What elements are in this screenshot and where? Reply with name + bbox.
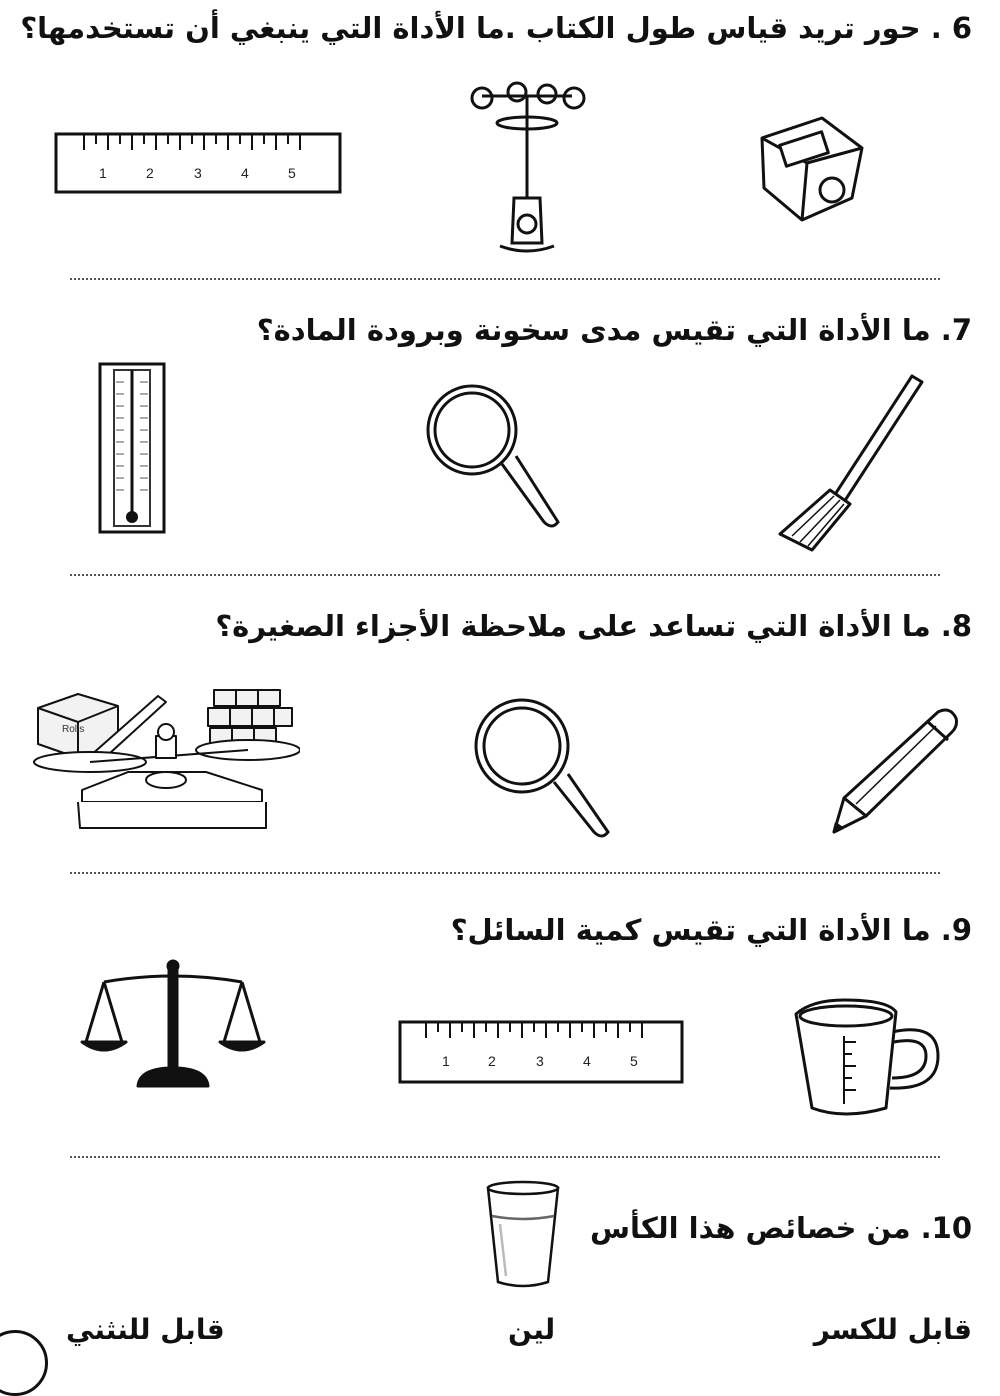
magnifying-glass-icon[interactable] — [470, 694, 615, 842]
ruler-tick-label: 5 — [288, 165, 296, 181]
separator — [70, 872, 940, 874]
option-breakable[interactable]: قابل للكسر — [813, 1313, 972, 1346]
measuring-cup-icon[interactable] — [792, 992, 942, 1120]
magnifying-glass-icon[interactable] — [422, 380, 562, 532]
pan-balance-icon[interactable] — [30, 684, 300, 834]
ruler-tick-label: 3 — [194, 165, 202, 181]
question-6-title: 6 . حور تريد قياس طول الكتاب .ما الأداة التي ينبغي أن تستخدمها؟ — [20, 11, 972, 45]
ruler-icon[interactable] — [54, 132, 344, 196]
scale-balance-icon[interactable] — [80, 958, 266, 1090]
ruler-tick-label: 1 — [99, 165, 107, 181]
ruler-tick-label: 5 — [630, 1053, 638, 1069]
ruler-tick-label: 2 — [488, 1053, 496, 1069]
anemometer-icon[interactable] — [462, 68, 592, 263]
option-soft[interactable]: لين — [508, 1313, 556, 1346]
separator — [70, 574, 940, 576]
question-10-title: 10. من خصائص هذا الكأس — [589, 1211, 972, 1245]
pan-balance-box-label: Rolls — [62, 724, 85, 735]
separator — [70, 278, 940, 280]
question-7-title: 7. ما الأداة التي تقيس مدى سخونة وبرودة المادة؟ — [256, 313, 972, 347]
ruler-tick-label: 2 — [146, 165, 154, 181]
ruler-tick-label: 4 — [583, 1053, 591, 1069]
option-bendable[interactable]: قابل للنثني — [66, 1313, 225, 1346]
pencil-sharpener-icon[interactable] — [752, 108, 872, 228]
glass-cup-icon — [484, 1180, 562, 1290]
separator — [70, 1156, 940, 1158]
ruler-tick-label: 3 — [536, 1053, 544, 1069]
pencil-icon[interactable] — [826, 704, 962, 836]
broom-icon[interactable] — [772, 372, 932, 552]
ruler-tick-label: 4 — [241, 165, 249, 181]
thermometer-icon[interactable] — [98, 362, 166, 534]
question-9-title: 9. ما الأداة التي تقيس كمية السائل؟ — [450, 913, 972, 947]
ruler-icon[interactable] — [398, 1020, 688, 1086]
corner-circle — [0, 1330, 48, 1396]
question-8-title: 8. ما الأداة التي تساعد على ملاحظة الأجزاء الصغيرة؟ — [215, 609, 972, 643]
ruler-tick-label: 1 — [442, 1053, 450, 1069]
